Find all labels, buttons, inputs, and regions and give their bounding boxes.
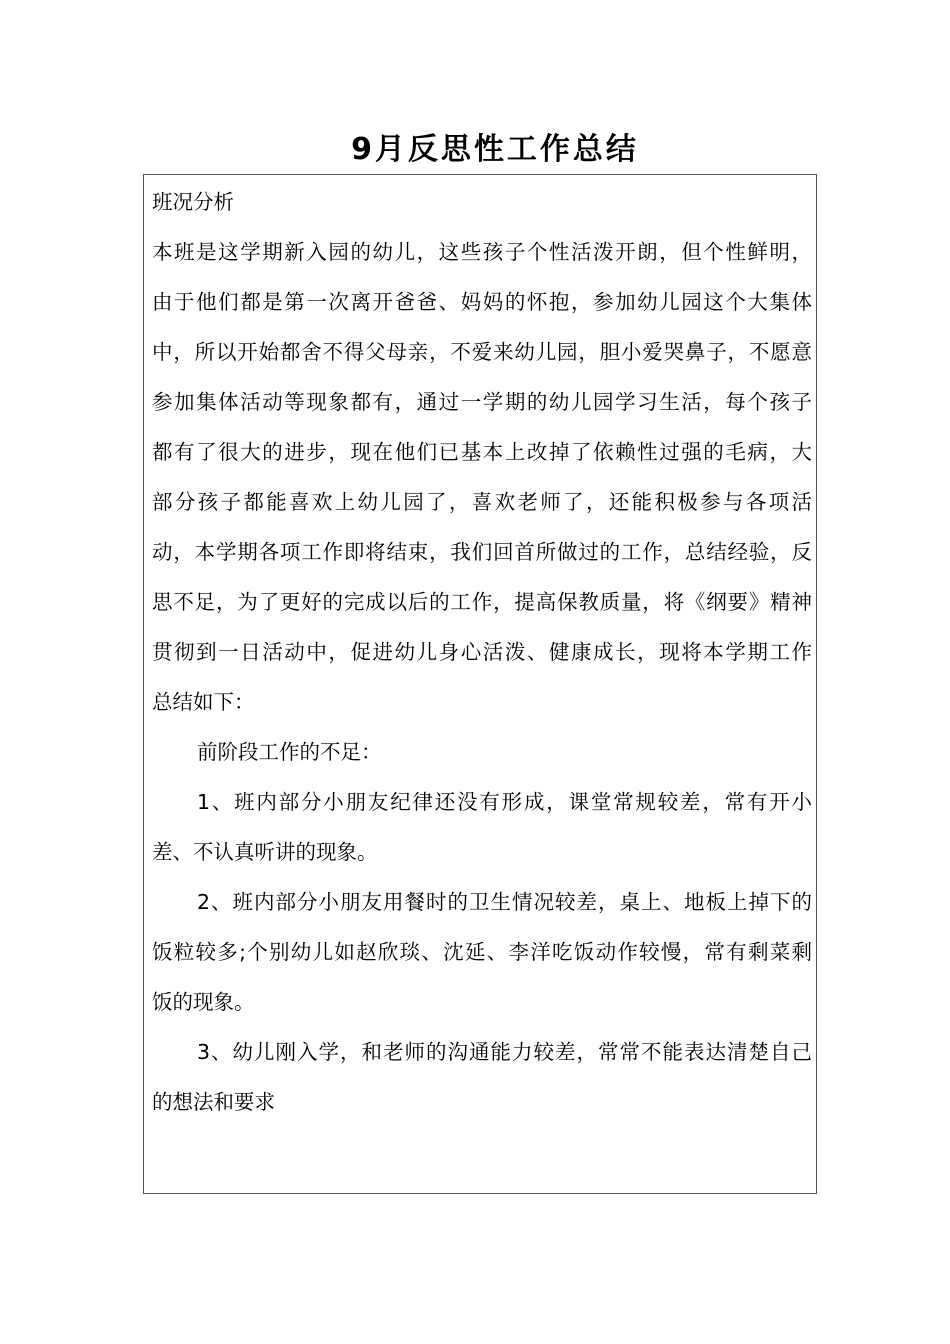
list-item-line: 饭的现象。 [152,990,255,1014]
list-item-line: 差、不认真听讲的现象。 [152,840,378,864]
list-item-line: 2、班内部分小朋友用餐时的卫生情况较差，桌上、地板上掉下的 [197,890,812,914]
paragraph-line: 本班是这学期新入园的幼儿，这些孩子个性活泼开朗，但个性鲜明， [152,240,812,264]
paragraph-line: 贯彻到一日活动中，促进幼儿身心活泼、健康成长，现将本学期工作 [152,640,812,664]
paragraph-line: 思不足，为了更好的完成以后的工作，提高保教质量，将《纲要》精神 [152,590,812,614]
subsection-heading: 前阶段工作的不足： [197,740,382,764]
paragraph-line: 总结如下： [152,690,255,714]
paragraph-line: 动，本学期各项工作即将结束，我们回首所做过的工作，总结经验，反 [152,540,812,564]
paragraph-line: 部分孩子都能喜欢上幼儿园了，喜欢老师了，还能积极参与各项活 [152,490,812,514]
list-item-line: 3、幼儿刚入学，和老师的沟通能力较差，常常不能表达清楚自己 [197,1040,812,1064]
paragraph-line: 都有了很大的进步，现在他们已基本上改掉了依赖性过强的毛病，大 [152,440,812,464]
section-heading: 班况分析 [152,190,234,214]
document-title: 9月反思性工作总结 [351,132,639,167]
list-item-line: 饭粒较多;个别幼儿如赵欣琰、沈延、李洋吃饭动作较慢，常有剩菜剩 [152,940,812,964]
paragraph-line: 由于他们都是第一次离开爸爸、妈妈的怀抱，参加幼儿园这个大集体 [152,290,812,314]
list-item-line: 1、班内部分小朋友纪律还没有形成，课堂常规较差，常有开小 [197,790,812,814]
paragraph-line: 中，所以开始都舍不得父母亲，不爱来幼儿园，胆小爱哭鼻子，不愿意 [152,340,812,364]
list-item-line: 的想法和要求 [152,1090,275,1114]
document-body [152,177,812,1127]
paragraph-line: 参加集体活动等现象都有，通过一学期的幼儿园学习生活，每个孩子 [152,390,812,414]
